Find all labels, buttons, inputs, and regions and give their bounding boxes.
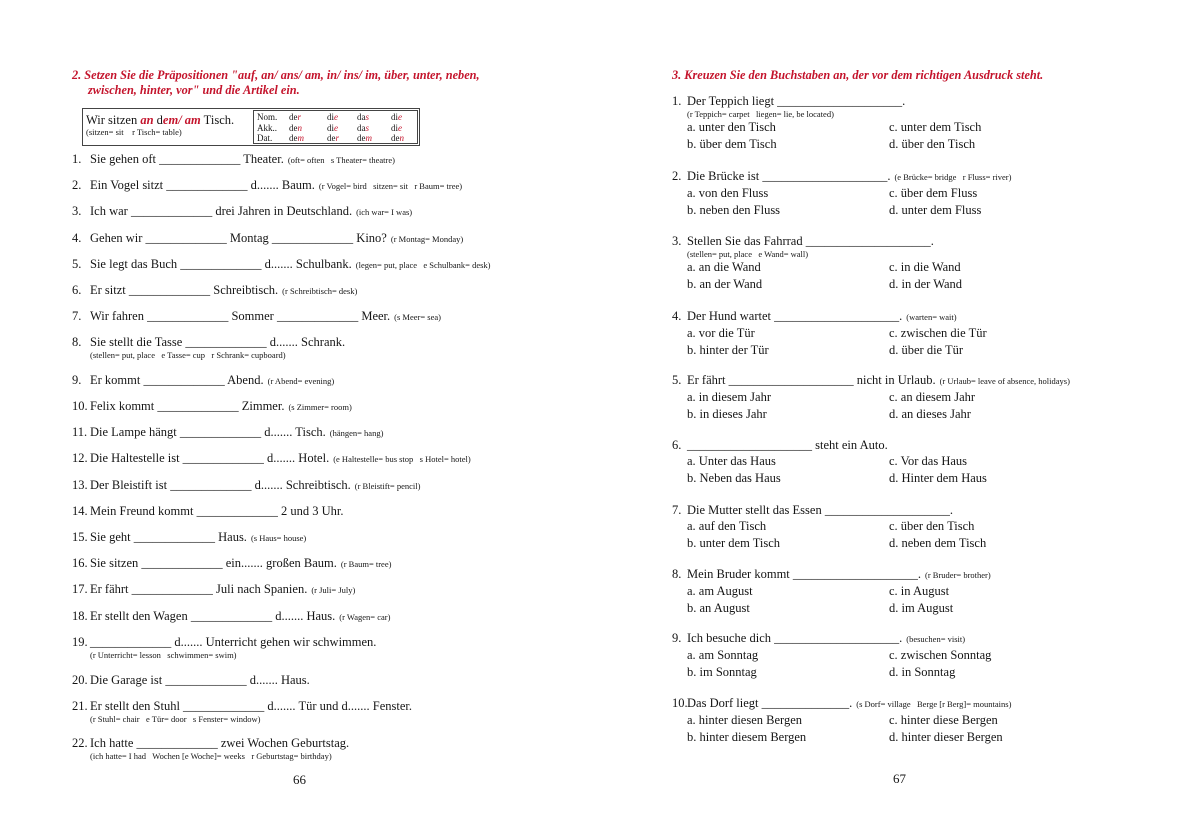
article-cell (357, 112, 391, 123)
question-text: Ich besuche dich ____________________. (687, 631, 903, 645)
article-cell (289, 123, 327, 134)
heading-line: 2. Setzen Sie die Präpositionen "auf, an/ ans/ am, in/ ins/ im, über, unter, neben, (72, 68, 480, 82)
item-text: Ein Vogel sitzt _____________ d....... Baum. (90, 178, 315, 192)
question-item (672, 630, 992, 681)
question-text: Der Teppich liegt ____________________. (687, 94, 906, 108)
option-b: b. Neben das Haus (687, 471, 781, 485)
item-text: _____________ d....... Unterricht gehen wir schwimmen. (90, 635, 377, 649)
option-d: d. über den Tisch (889, 137, 976, 151)
article-table (253, 110, 418, 144)
example-box (82, 108, 420, 146)
item-text: Ich war _____________ drei Jahren in Deutschland. (90, 204, 353, 218)
question-number: 1. (672, 94, 682, 108)
item-number: 16. (72, 556, 88, 570)
option-row (672, 453, 968, 470)
item-gloss: (r Schreibtisch= desk) (282, 286, 358, 296)
option-row (672, 470, 987, 487)
exercise-item (72, 450, 471, 467)
item-gloss: (s Haus= house) (250, 533, 307, 543)
heading-line: zwischen, hinter, vor" und die Artikel ein. (88, 83, 300, 97)
exercise-item (72, 308, 441, 325)
option-a: a. am August (687, 584, 753, 598)
option-row (672, 259, 961, 276)
item-number: 4. (72, 231, 82, 245)
page-number: 67 (893, 771, 906, 786)
option-row (672, 518, 975, 535)
item-number: 14. (72, 504, 88, 518)
item-number: 15. (72, 530, 88, 544)
article-ending: r (297, 112, 302, 122)
question-item (672, 437, 987, 487)
example-preposition: an (140, 113, 154, 127)
article-cell (357, 133, 391, 144)
option-row (672, 583, 991, 600)
exercise-item (72, 608, 390, 625)
item-gloss: (oft= often s Theater= theatre) (287, 155, 395, 165)
question-number: 2. (672, 169, 682, 183)
question-gloss: (warten= wait) (906, 312, 957, 322)
option-d: d. an dieses Jahr (889, 407, 971, 421)
article-stem: di (327, 112, 335, 122)
item-number: 21. (72, 699, 88, 713)
question-gloss-line: (stellen= put, place e Wand= wall) (687, 249, 809, 259)
exercise-item (72, 503, 343, 519)
article-stem: da (357, 122, 366, 133)
item-text: Gehen wir _____________ Montag _____________ Kino? (90, 231, 387, 245)
article-ending: n (297, 122, 302, 133)
item-number: 2. (72, 178, 82, 192)
exercise-item (72, 424, 383, 441)
option-c: c. hinter diese Bergen (889, 713, 998, 727)
case-label: Nom. (257, 112, 278, 122)
example-sentence (86, 112, 234, 128)
question-text: ____________________ steht ein Auto. (687, 438, 888, 452)
item-gloss: (r Juli= July) (311, 585, 356, 595)
question-item (672, 168, 1011, 219)
exercise-item (72, 334, 345, 360)
question-item (672, 93, 982, 153)
example-ending: em/ (162, 113, 182, 127)
option-row (672, 119, 982, 136)
example-text: Wir sitzen (86, 113, 141, 127)
question-text: Das Dorf liegt ______________. (687, 696, 853, 710)
item-number: 12. (72, 451, 88, 465)
example-text: Tisch. (200, 113, 235, 127)
item-gloss-line: (ich hatte= I had Wochen [e Woche]= weeks r Geburtstag= birthday) (90, 751, 332, 761)
item-number: 5. (72, 257, 82, 271)
option-b: b. an August (687, 601, 750, 615)
exercise-item (72, 256, 490, 273)
option-row (672, 185, 1011, 202)
article-row-dative (254, 133, 417, 144)
item-text: Wir fahren _____________ Sommer _____________ Meer. (90, 309, 391, 323)
option-c: c. in die Wand (889, 260, 961, 274)
exercise-item (72, 177, 462, 194)
article-cell (327, 133, 357, 144)
article-stem: de (289, 122, 298, 133)
item-text: Sie legt das Buch _____________ d....... Schulbank. (90, 257, 352, 271)
option-c: c. zwischen Sonntag (889, 648, 992, 662)
item-gloss: (hängen= hang) (329, 428, 384, 438)
item-text: Die Garage ist _____________ d....... Haus. (90, 673, 310, 687)
item-gloss-line: (r Stuhl= chair e Tür= door s Fenster= window) (90, 714, 261, 724)
option-a: a. auf den Tisch (687, 519, 767, 533)
article-cell (289, 112, 327, 123)
exercise-item (72, 634, 376, 660)
question-item (672, 372, 1070, 423)
article-stem: de (289, 112, 298, 122)
question-number: 9. (672, 631, 682, 645)
question-gloss: (r Bruder= brother) (925, 570, 991, 580)
exercise-item (72, 735, 349, 761)
item-text: Sie sitzen _____________ ein....... großen Baum. (90, 556, 337, 570)
option-c: c. Vor das Haus (889, 454, 968, 468)
option-d: d. in der Wand (889, 277, 963, 291)
article-stem: di (391, 112, 399, 122)
question-text: Die Brücke ist ____________________. (687, 169, 891, 183)
article-cell (327, 123, 357, 134)
article-ending: e (334, 112, 339, 122)
item-gloss: (e Haltestelle= bus stop s Hotel= hotel) (333, 454, 471, 464)
option-a: a. vor die Tür (687, 326, 755, 340)
article-stem: di (327, 122, 335, 133)
item-text: Die Haltestelle ist _____________ d....... Hotel. (90, 451, 330, 465)
question-text: Die Mutter stellt das Essen ____________________. (687, 503, 953, 517)
article-cell (327, 112, 357, 123)
question-gloss-line: (r Teppich= carpet liegen= lie, be located) (687, 109, 834, 119)
article-stem: da (357, 112, 366, 122)
item-text: Er sitzt _____________ Schreibtisch. (90, 283, 279, 297)
exercise-2-heading (72, 68, 480, 98)
item-text: Ich hatte _____________ zwei Wochen Geburtstag. (90, 736, 350, 750)
item-gloss: (ich war= I was) (356, 207, 413, 217)
item-text: Die Lampe hängt _____________ d....... Tisch. (90, 425, 326, 439)
article-ending: e (398, 112, 403, 122)
article-stem: di (391, 122, 399, 133)
question-gloss: (besuchen= visit) (906, 634, 966, 644)
option-row (672, 729, 1011, 746)
option-a: a. in diesem Jahr (687, 390, 772, 404)
option-row (672, 136, 976, 153)
article-ending: s (365, 122, 370, 133)
option-a: a. am Sonntag (687, 648, 759, 662)
question-number: 3. (672, 234, 682, 248)
option-c: c. über dem Fluss (889, 186, 978, 200)
exercise-item (72, 555, 391, 572)
article-stem: de (327, 133, 336, 143)
question-number: 7. (672, 503, 682, 517)
item-number: 8. (72, 335, 82, 349)
item-gloss-line: (r Unterricht= lesson schwimmen= swim) (90, 650, 237, 660)
item-number: 13. (72, 478, 88, 492)
question-item (672, 233, 963, 293)
option-c: c. in August (889, 584, 950, 598)
item-number: 1. (72, 152, 82, 166)
example-gloss: (sitzen= sit r Tisch= table) (86, 127, 182, 137)
exercise-item (72, 581, 355, 598)
item-text: Der Bleistift ist _____________ d....... Schreibtisch. (90, 478, 351, 492)
option-row (672, 342, 964, 359)
item-gloss: (s Zimmer= room) (288, 402, 352, 412)
option-a: a. hinter diesen Bergen (687, 713, 803, 727)
item-number: 11. (72, 425, 88, 439)
option-b: b. neben den Fluss (687, 203, 781, 217)
question-number: 10. (672, 696, 688, 710)
question-item (672, 308, 987, 359)
item-text: Er kommt _____________ Abend. (90, 373, 264, 387)
article-cell (391, 123, 415, 134)
option-b: b. in dieses Jahr (687, 407, 767, 421)
option-row (672, 647, 992, 664)
item-number: 20. (72, 673, 88, 687)
item-text: Mein Freund kommt _____________ 2 und 3 Uhr. (90, 504, 344, 518)
article-ending: e (398, 122, 403, 133)
option-d: d. unter dem Fluss (889, 203, 982, 217)
option-b: b. im Sonntag (687, 665, 757, 679)
option-row (672, 712, 1011, 729)
article-ending: s (365, 112, 370, 122)
item-text: Er fährt _____________ Juli nach Spanien. (90, 582, 308, 596)
question-number: 4. (672, 309, 682, 323)
option-d: d. im August (889, 601, 954, 615)
item-number: 17. (72, 582, 88, 596)
item-text: Felix kommt _____________ Zimmer. (90, 399, 285, 413)
exercise-item (72, 477, 420, 494)
article-cell (289, 133, 327, 144)
right-page (600, 0, 1200, 829)
item-gloss: (r Bleistift= pencil) (354, 481, 421, 491)
item-number: 7. (72, 309, 82, 323)
exercise-item (72, 372, 334, 389)
option-b: b. hinter diesem Bergen (687, 730, 807, 744)
question-text: Mein Bruder kommt ____________________. (687, 567, 922, 581)
example-text: d (153, 113, 163, 127)
page-number: 66 (293, 772, 306, 787)
question-gloss: (e Brücke= bridge r Fluss= river) (894, 172, 1012, 182)
question-item (672, 695, 1011, 746)
item-gloss: (r Wagen= car) (339, 612, 391, 622)
exercise-item (72, 672, 310, 688)
item-text: Sie geht _____________ Haus. (90, 530, 247, 544)
option-row (672, 600, 991, 617)
option-row (672, 202, 1011, 219)
item-number: 3. (72, 204, 82, 218)
item-number: 22. (72, 736, 88, 750)
option-row (672, 276, 963, 293)
option-c: c. zwischen die Tür (889, 326, 987, 340)
exercise-item (72, 151, 395, 168)
question-gloss: (r Urlaub= leave of absence, holidays) (939, 376, 1070, 386)
item-text: Er stellt den Stuhl _____________ d....... Tür und d....... Fenster. (90, 699, 412, 713)
question-number: 5. (672, 373, 682, 387)
question-number: 6. (672, 438, 682, 452)
question-gloss: (s Dorf= village Berge [r Berg]= mountains) (856, 699, 1012, 709)
exercise-3-heading: 3. Kreuzen Sie den Buchstaben an, der vor dem richtigen Ausdruck steht. (672, 68, 1044, 82)
exercise-item (72, 529, 306, 546)
option-d: d. über die Tür (889, 343, 964, 357)
article-stem: de (289, 133, 298, 143)
option-d: d. Hinter dem Haus (889, 471, 987, 485)
example-contraction: am (181, 113, 201, 127)
exercise-item (72, 282, 357, 299)
option-d: d. in Sonntag (889, 665, 956, 679)
item-number: 6. (72, 283, 82, 297)
exercise-item (72, 698, 412, 724)
article-ending: m (365, 133, 372, 143)
question-text: Der Hund wartet ____________________. (687, 309, 903, 323)
article-stem: de (391, 133, 400, 143)
option-c: c. über den Tisch (889, 519, 975, 533)
exercise-item (72, 203, 412, 220)
article-cell (391, 133, 415, 144)
option-a: a. unter den Tisch (687, 120, 776, 134)
option-row (672, 389, 1070, 406)
article-ending: n (399, 133, 404, 143)
item-number: 18. (72, 609, 88, 623)
option-b: b. an der Wand (687, 277, 763, 291)
option-row (672, 406, 1070, 423)
question-item (672, 502, 987, 552)
item-number: 10. (72, 399, 88, 413)
item-gloss: (legen= put, place e Schulbank= desk) (355, 260, 491, 270)
option-d: d. hinter dieser Bergen (889, 730, 1003, 744)
item-text: Sie gehen oft _____________ Theater. (90, 152, 284, 166)
item-text: Sie stellt die Tasse _____________ d....... Schrank. (90, 335, 346, 349)
exercise-item (72, 230, 463, 247)
option-b: b. hinter der Tür (687, 343, 769, 357)
option-row (672, 325, 987, 342)
item-text: Er stellt den Wagen _____________ d....... Haus. (90, 609, 336, 623)
item-gloss: (r Baum= tree) (340, 559, 392, 569)
option-b: b. unter dem Tisch (687, 536, 781, 550)
article-stem: de (357, 133, 366, 143)
case-label: Akk.. (257, 122, 277, 133)
item-gloss: (r Montag= Monday) (390, 234, 464, 244)
item-number: 19. (72, 635, 88, 649)
option-a: a. an die Wand (687, 260, 761, 274)
article-row-nominative (254, 112, 417, 123)
item-gloss: (r Vogel= bird sitzen= sit r Baum= tree) (318, 181, 463, 191)
article-ending: e (334, 122, 339, 133)
article-cell (357, 123, 391, 134)
question-text: Er fährt ____________________ nicht in Urlaub. (687, 373, 936, 387)
question-item (672, 566, 991, 617)
option-row (672, 664, 965, 681)
item-gloss: (r Abend= evening) (267, 376, 335, 386)
item-gloss-line: (stellen= put, place e Tasse= cup r Schrank= cupboard) (90, 350, 286, 360)
option-d: d. neben dem Tisch (889, 536, 987, 550)
question-number: 8. (672, 567, 682, 581)
exercise-item (72, 398, 352, 415)
article-row-accusative (254, 123, 417, 134)
item-number: 9. (72, 373, 82, 387)
option-c: c. unter dem Tisch (889, 120, 982, 134)
item-gloss: (s Meer= sea) (394, 312, 441, 322)
option-c: c. an diesem Jahr (889, 390, 976, 404)
article-cell (391, 112, 415, 123)
question-text: Stellen Sie das Fahrrad ____________________. (687, 234, 934, 248)
article-ending: r (335, 133, 340, 143)
article-ending: m (297, 133, 304, 143)
case-label: Dat. (257, 133, 273, 143)
option-row (672, 535, 987, 552)
option-a: a. Unter das Haus (687, 454, 776, 468)
option-b: b. über dem Tisch (687, 137, 777, 151)
option-a: a. von den Fluss (687, 186, 769, 200)
